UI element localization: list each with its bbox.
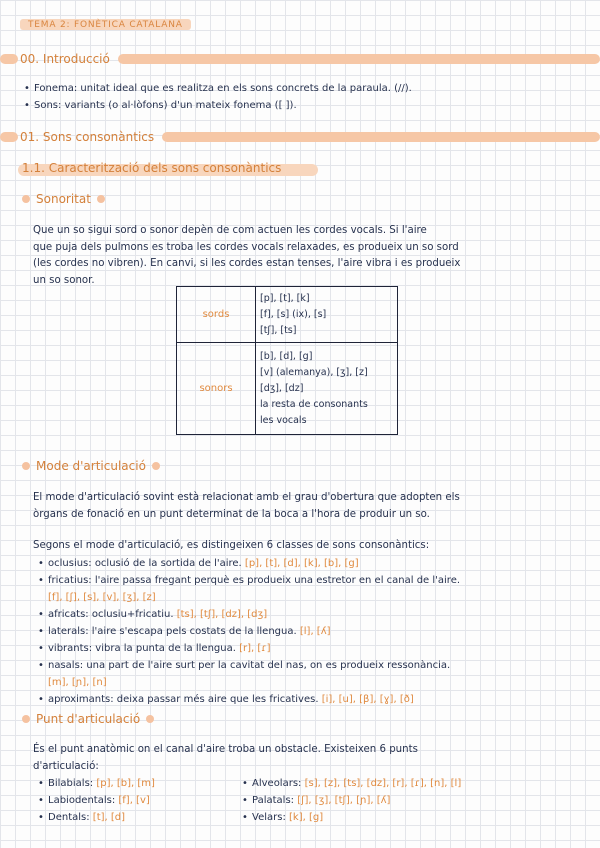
table-label-sonors: sonors (177, 343, 256, 435)
topic-header-sonoritat (22, 192, 105, 206)
mode-paragraph: El mode d'articulació sovint està relacionat amb el grau d'obertura que adopten els òrgans de fonació en un punt determinat de la boca a l'hora de produir un so. (33, 492, 460, 520)
mode-list (38, 555, 460, 708)
section-header-sons-consonantics (0, 129, 600, 145)
list-item: • Palatals: [ʃ], [ʒ], [tʃ], [ɲ], [ʎ] (242, 795, 391, 806)
list-item: • laterals: l'aire s'escapa pels costats de la llengua. [l], [ʎ] (38, 626, 331, 637)
subsection-title: 1.1. Caracterització dels sons consonàntics (22, 161, 282, 175)
section-header-introduccio (0, 51, 600, 67)
bullet-dot-icon (97, 195, 105, 203)
bullet-dot-icon (152, 462, 160, 470)
table-cell-sonors: [b], [d], [g] [v] (alemanya), [ʒ], [z] [dʒ], [dz] la resta de consonants les vocals (256, 343, 398, 435)
sonoritat-table (176, 286, 398, 435)
page-title: TEMA 2: FONÈTICA CATALANA (20, 19, 191, 30)
list-item: • nasals: una part de l'aire surt per la cavitat del nas, on es produeix ressonància. (38, 660, 451, 671)
list-item: • vibrants: vibra la punta de la llengua. [r], [ɾ] (38, 643, 271, 654)
bullet-dot-icon (22, 715, 30, 723)
list-item: • Alveolars: [s], [z], [ts], [dz], [r], [ɾ], [n], [l] (242, 778, 462, 789)
punt-list-right (242, 775, 461, 826)
bullet-dot-icon (22, 462, 30, 470)
list-item: • aproximants: deixa passar més aire que les fricatives. [i], [u], [β], [ɣ], [ð] (38, 694, 414, 705)
topic-title: Punt d'articulació (36, 712, 141, 726)
list-item: • Fonema: unitat ideal que es realitza en els sons concrets de la paraula. (//). (24, 83, 412, 94)
topic-title: Mode d'articulació (36, 459, 146, 473)
section-title: 01. Sons consonàntics (20, 130, 155, 144)
sonoritat-paragraph: Que un so sigui sord o sonor depèn de com actuen les cordes vocals. Si l'aire que puja dels pulmons es troba les cordes vocals relaxades, es produeix un so sord (les cordes no vibren). En canvi, si les cordes estan tenses, l'aire vibra i es produeix un so sonor. (33, 225, 461, 286)
list-item: • Labiodentals: [f], [v] (38, 795, 150, 806)
topic-header-punt (22, 712, 154, 726)
bullet-dot-icon (22, 195, 30, 203)
list-item: [f], [ʃ], [s], [v], [ʒ], [z] (48, 592, 156, 603)
list-item: • Bilabials: [p], [b], [m] (38, 778, 155, 789)
table-label-sords: sords (177, 287, 256, 343)
list-item: • fricatius: l'aire passa fregant perquè es produeix una estretor en el canal de l'aire. (38, 575, 461, 586)
topic-title: Sonoritat (36, 192, 91, 206)
table-row (177, 287, 398, 343)
mode-lead: Segons el mode d'articulació, es distingeixen 6 classes de sons consonàntics: (33, 540, 430, 551)
punt-list-left (38, 775, 155, 826)
list-item: • Velars: [k], [g] (242, 812, 324, 823)
section-title: 00. Introducció (20, 52, 110, 66)
bullet-dot-icon (146, 715, 154, 723)
table-cell-sords: [p], [t], [k] [f], [s] (ix), [s] [tʃ], [ts] (256, 287, 398, 343)
topic-header-mode (22, 459, 160, 473)
list-item: • Sons: variants (o al·lòfons) d'un mateix fonema ([ ]). (24, 100, 297, 111)
list-item: • Dentals: [t], [d] (38, 812, 126, 823)
list-item: • africats: oclusiu+fricatiu. [ts], [tʃ], [dz], [dʒ] (38, 609, 268, 620)
list-item: • oclusius: oclusió de la sortida de l'aire. [p], [t], [d], [k], [b], [g] (38, 558, 359, 569)
punt-paragraph: És el punt anatòmic on el canal d'aire troba un obstacle. Existeixen 6 punts d'articulació: (33, 744, 418, 772)
list-item: [m], [ɲ], [n] (48, 677, 107, 688)
table-row (177, 343, 398, 435)
